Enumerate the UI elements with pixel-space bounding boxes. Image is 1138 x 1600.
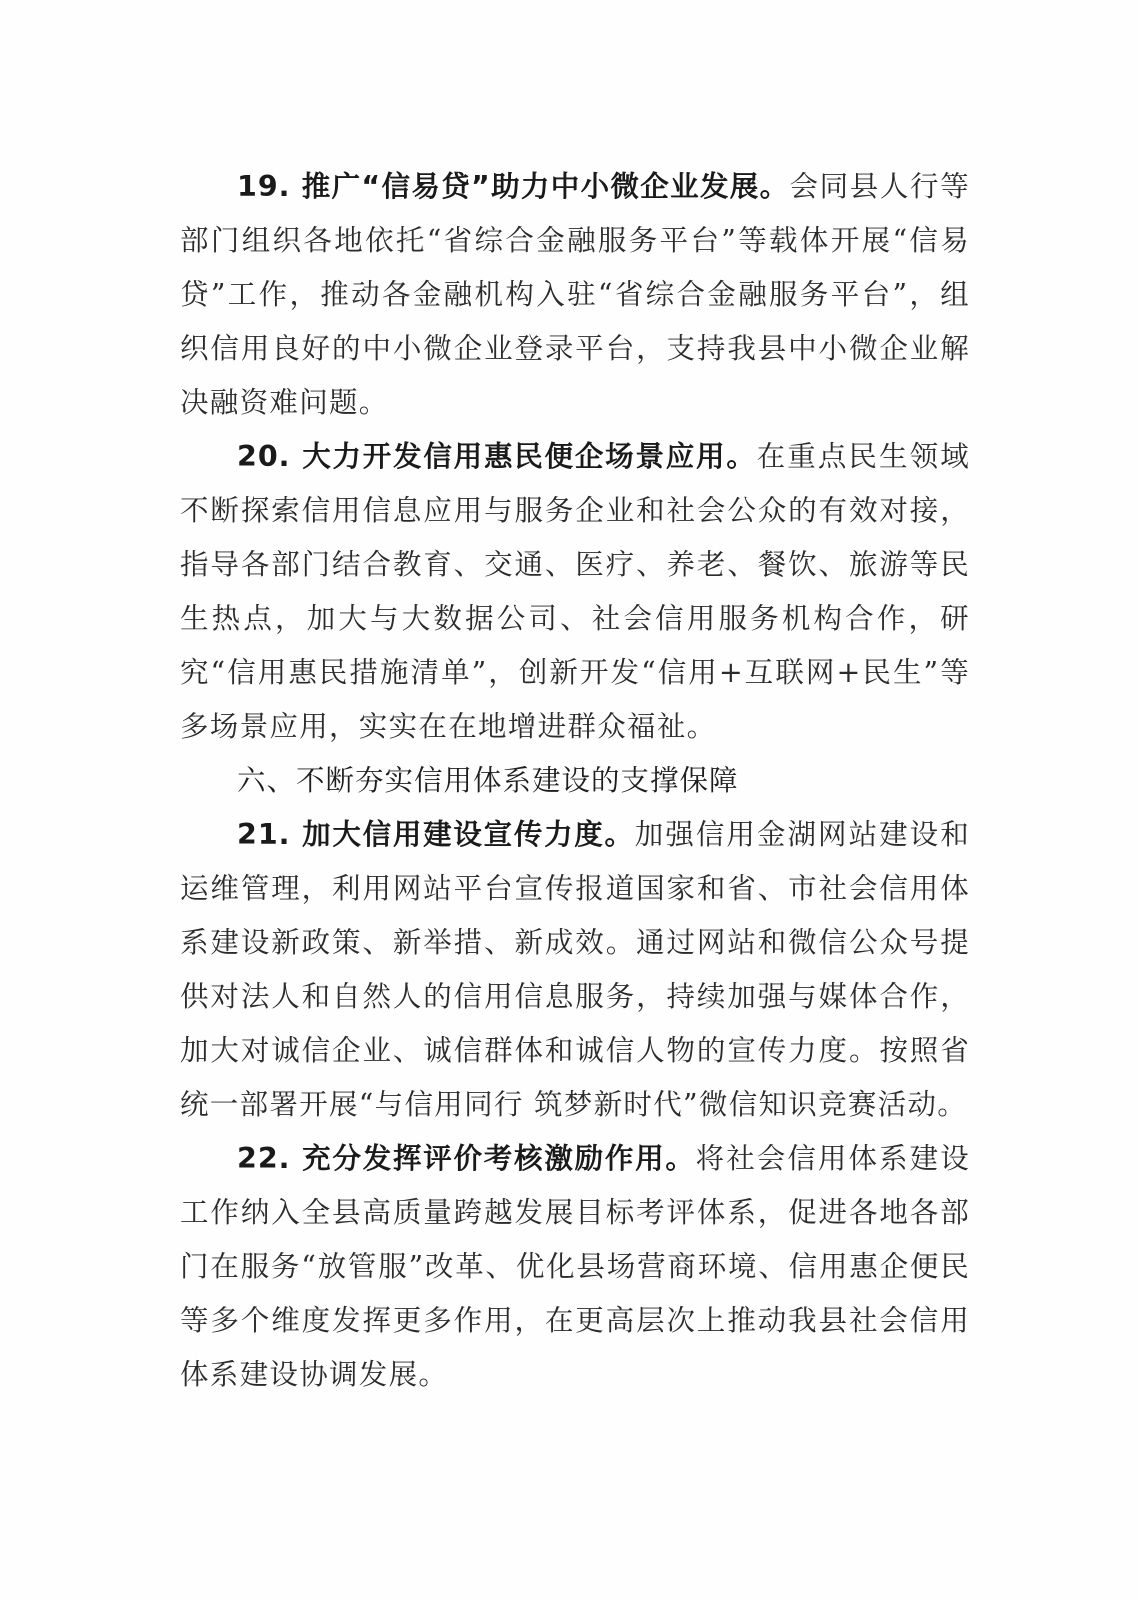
section-heading-6: 六、不断夯实信用体系建设的支撑保障: [237, 764, 739, 797]
paragraph-item-21: [180, 808, 970, 1132]
document-body: [180, 160, 970, 1402]
item-20-body: 在重点民生领域不断探索信用信息应用与服务企业和社会公众的有效对接，指导各部门结合教育、交通、医疗、养老、餐饮、旅游等民生热点，加大与大数据公司、社会信用服务机构合作，研究“信用惠民措施清单”，创新开发“信用+互联网+民生”等多场景应用，实实在在地增进群众福祉。: [180, 440, 970, 743]
paragraph-item-22: [180, 1132, 970, 1402]
item-21-body: 加强信用金湖网站建设和运维管理，利用网站平台宣传报道国家和省、市社会信用体系建设新政策、新举措、新成效。通过网站和微信公众号提供对法人和自然人的信用信息服务，持续加强与媒体合作，加大对诚信企业、诚信群体和诚信人物的宣传力度。按照省统一部署开展“与信用同行 筑梦新时代”微信知识竞赛活动。: [180, 818, 970, 1121]
item-19-title: 19. 推广“信易贷”助力中小微企业发展。: [237, 170, 790, 203]
item-22-body: 将社会信用体系建设工作纳入全县高质量跨越发展目标考评体系，促进各地各部门在服务“放管服”改革、优化县场营商环境、信用惠企便民等多个维度发挥更多作用，在更高层次上推动我县社会信用体系建设协调发展。: [180, 1142, 970, 1391]
paragraph-item-20: [180, 430, 970, 754]
item-20-title: 20. 大力开发信用惠民便企场景应用。: [237, 440, 757, 473]
paragraph-item-19: [180, 160, 970, 430]
item-21-title: 21. 加大信用建设宣传力度。: [237, 818, 635, 851]
item-22-title: 22. 充分发挥评价考核激励作用。: [237, 1142, 696, 1175]
item-19-body: 会同县人行等部门组织各地依托“省综合金融服务平台”等载体开展“信易贷”工作，推动各金融机构入驻“省综合金融服务平台”，组织信用良好的中小微企业登录平台，支持我县中小微企业解决融资难问题。: [180, 170, 970, 419]
